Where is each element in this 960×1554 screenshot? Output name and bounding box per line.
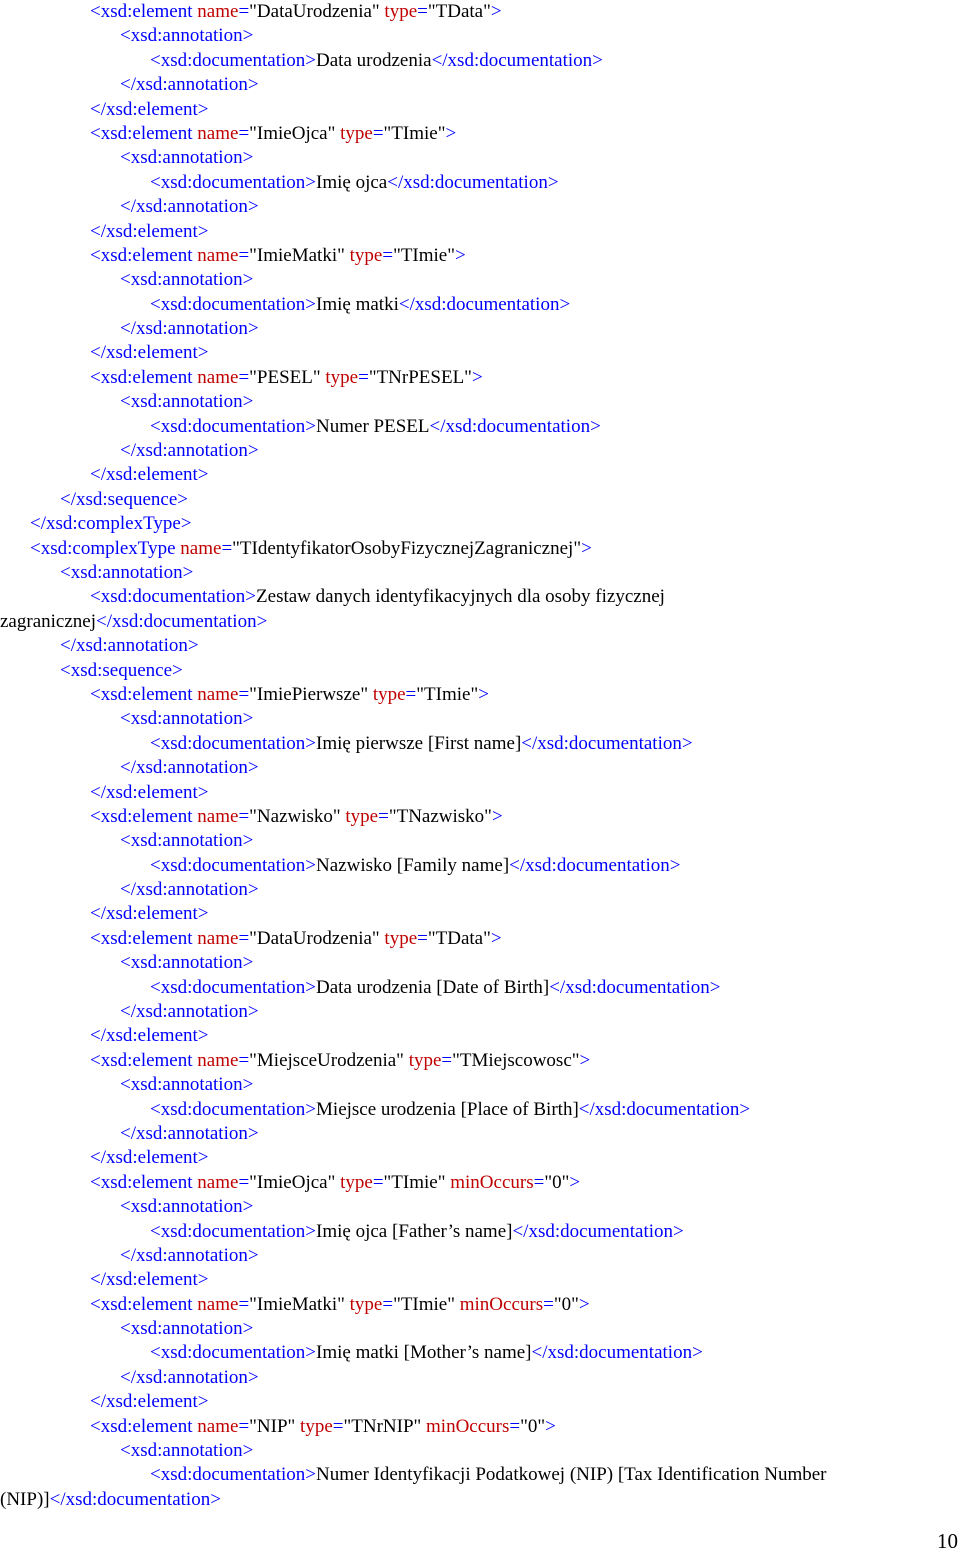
code-line [0, 1220, 960, 1244]
code-line [0, 1000, 960, 1024]
xml-tag-token: <xsd:element [90, 1415, 198, 1437]
xml-attribute-value: "DataUrodzenia" [249, 927, 385, 949]
xml-tag-token: <xsd:documentation> [150, 976, 317, 998]
xml-tag-token: <xsd:complexType [30, 537, 181, 559]
xml-tag-token: </xsd:documentation> [531, 1342, 703, 1364]
xml-attribute-value: "ImieMatki" [249, 244, 350, 266]
code-line [0, 659, 960, 683]
code-line [0, 951, 960, 975]
xml-attribute-name: name [197, 1171, 239, 1193]
xml-tag-token: = [238, 805, 250, 827]
xml-tag-token: <xsd:annotation> [120, 830, 254, 852]
code-line [0, 781, 960, 805]
xml-tag-token: </xsd:annotation> [120, 1122, 259, 1144]
xml-attribute-name: type [300, 1415, 333, 1437]
xml-tag-token: </xsd:element> [90, 220, 209, 242]
code-line [0, 1341, 960, 1365]
xml-tag-token: <xsd:element [90, 1171, 198, 1193]
xml-attribute-value: "0" [520, 1415, 546, 1437]
code-line [0, 1268, 960, 1292]
code-line [0, 585, 960, 609]
documentation-text: Zestaw danych identyfikacyjnych dla osoby fizycznej [256, 586, 665, 608]
xml-tag-token: = [382, 1293, 394, 1315]
xml-attribute-name: name [197, 927, 239, 949]
code-line [0, 1024, 960, 1048]
code-line [0, 561, 960, 585]
xml-tag-token: = [238, 683, 250, 705]
xml-tag-token: = [533, 1171, 545, 1193]
xml-tag-token: <xsd:documentation> [150, 732, 317, 754]
xml-attribute-value: "TImie" [383, 1171, 451, 1193]
xml-attribute-value: "0" [544, 1171, 570, 1193]
code-line [0, 878, 960, 902]
xml-tag-token: </xsd:element> [90, 1269, 209, 1291]
xml-tag-token: </xsd:documentation> [49, 1488, 221, 1510]
xml-tag-token: <xsd:annotation> [120, 1440, 254, 1462]
xml-attribute-value: "ImiePierwsze" [249, 683, 373, 705]
xml-attribute-value: "TImie" [416, 683, 479, 705]
xml-attribute-name: type [345, 805, 379, 827]
xml-tag-token: > [579, 1049, 591, 1071]
code-line [0, 1439, 960, 1463]
xml-tag-token: <xsd:documentation> [150, 171, 317, 193]
xml-attribute-name: minOccurs [426, 1415, 510, 1437]
xml-tag-token: </xsd:annotation> [120, 1001, 259, 1023]
xml-tag-token: <xsd:element [90, 1049, 198, 1071]
xml-tag-token: = [405, 683, 417, 705]
xml-attribute-value: "PESEL" [249, 366, 326, 388]
xml-tag-token: </xsd:element> [90, 342, 209, 364]
xml-tag-token: </xsd:element> [90, 903, 209, 925]
xml-tag-token: = [238, 1171, 250, 1193]
xml-tag-token: </xsd:annotation> [120, 74, 259, 96]
code-line [0, 1073, 960, 1097]
xml-tag-token: <xsd:element [90, 1293, 198, 1315]
documentation-text: Nazwisko [Family name] [316, 854, 510, 876]
code-line [0, 24, 960, 48]
code-line [0, 366, 960, 390]
xml-tag-token: = [238, 1049, 250, 1071]
xml-attribute-name: name [197, 805, 239, 827]
xml-tag-token: > [581, 537, 592, 559]
documentation-text: Imię matki [Mother’s name] [316, 1342, 532, 1364]
xml-tag-token: <xsd:documentation> [150, 1098, 317, 1120]
documentation-text: Imię pierwsze [First name] [316, 732, 522, 754]
xml-tag-token: <xsd:documentation> [90, 586, 257, 608]
xml-attribute-name: name [197, 122, 239, 144]
xml-attribute-value: "TData" [427, 927, 491, 949]
code-line [0, 268, 960, 292]
xml-tag-token: <xsd:documentation> [150, 49, 317, 71]
documentation-text: Imię ojca [Father’s name] [316, 1220, 513, 1242]
code-line [0, 1366, 960, 1390]
xml-tag-token: </xsd:documentation> [509, 854, 681, 876]
xml-tag-token: </xsd:annotation> [120, 1366, 259, 1388]
code-line [0, 488, 960, 512]
code-line [0, 317, 960, 341]
code-line [0, 49, 960, 73]
code-line [0, 1390, 960, 1414]
xml-tag-token: </xsd:documentation> [387, 171, 559, 193]
xml-tag-token: <xsd:annotation> [120, 391, 254, 413]
xml-tag-token: <xsd:documentation> [150, 415, 317, 437]
code-line [0, 1488, 960, 1512]
code-line [0, 1317, 960, 1341]
xml-attribute-name: name [180, 537, 222, 559]
xml-tag-token: > [471, 366, 483, 388]
xml-tag-token: = [238, 1293, 250, 1315]
code-line [0, 683, 960, 707]
xml-tag-token: <xsd:element [90, 244, 198, 266]
xml-tag-token: <xsd:element [90, 805, 198, 827]
xml-tag-token: > [490, 1, 502, 22]
code-line [0, 927, 960, 951]
xml-attribute-name: type [340, 122, 373, 144]
xml-tag-token: > [478, 683, 489, 705]
xml-attribute-value: "DataUrodzenia" [249, 1, 385, 22]
documentation-text: Imię matki [316, 293, 399, 315]
xml-tag-token: </xsd:documentation> [398, 293, 571, 315]
code-line [0, 902, 960, 926]
code-line [0, 146, 960, 170]
xml-attribute-value: "ImieMatki" [249, 1293, 350, 1315]
xml-tag-token: = [543, 1293, 554, 1315]
code-line [0, 415, 960, 439]
xml-tag-token: </xsd:annotation> [60, 635, 199, 657]
xml-attribute-value: "TImie" [393, 244, 455, 266]
code-line [0, 1146, 960, 1170]
code-line [0, 732, 960, 756]
xml-tag-token: <xsd:annotation> [120, 147, 254, 169]
xml-tag-token: <xsd:documentation> [150, 854, 317, 876]
xml-tag-token: </xsd:documentation> [429, 415, 601, 437]
xml-attribute-value: "TNrNIP" [343, 1415, 427, 1437]
xml-tag-token: = [238, 244, 250, 266]
xml-tag-token: <xsd:annotation> [60, 561, 194, 583]
documentation-text: Imię ojca [316, 171, 388, 193]
xml-attribute-name: type [349, 244, 383, 266]
xml-attribute-value: "MiejsceUrodzenia" [249, 1049, 409, 1071]
code-line [0, 0, 960, 24]
xml-tag-token: <xsd:sequence> [60, 659, 183, 681]
xml-tag-token: </xsd:annotation> [120, 440, 259, 462]
xml-tag-token: > [545, 1415, 556, 1437]
code-line [0, 122, 960, 146]
code-line [0, 805, 960, 829]
xml-tag-token: </xsd:annotation> [120, 879, 259, 901]
code-line [0, 171, 960, 195]
documentation-text: Data urodzenia [316, 49, 432, 71]
xml-tag-token: = [358, 366, 369, 388]
xml-tag-token: <xsd:element [90, 683, 198, 705]
xml-tag-token: </xsd:sequence> [60, 488, 189, 510]
xml-attribute-name: type [384, 927, 418, 949]
xml-attribute-name: name [197, 1415, 239, 1437]
xml-attribute-name: minOccurs [459, 1293, 544, 1315]
xml-tag-token: = [238, 122, 250, 144]
xml-tag-token: > [490, 927, 502, 949]
code-line [0, 195, 960, 219]
xml-tag-token: = [509, 1415, 521, 1437]
code-line [0, 610, 960, 634]
code-line [0, 463, 960, 487]
xml-attribute-value: "Nazwisko" [249, 805, 346, 827]
xml-attribute-name: type [340, 1171, 373, 1193]
xml-tag-token: </xsd:annotation> [120, 196, 259, 218]
xml-tag-token: <xsd:documentation> [150, 293, 317, 315]
documentation-text: Miejsce urodzenia [Place of Birth] [316, 1098, 579, 1120]
code-line [0, 634, 960, 658]
xml-attribute-name: name [197, 1049, 239, 1071]
xml-attribute-value: "TImie" [383, 122, 446, 144]
xml-attribute-name: name [197, 1, 239, 22]
xml-tag-token: <xsd:annotation> [120, 952, 254, 974]
xml-tag-token: </xsd:annotation> [120, 757, 259, 779]
xml-tag-token: = [378, 805, 389, 827]
code-line [0, 293, 960, 317]
xml-attribute-name: name [197, 366, 239, 388]
xml-attribute-value: "TIdentyfikatorOsobyFizycznejZagranicznej" [232, 537, 582, 559]
xml-attribute-name: name [197, 683, 239, 705]
xml-tag-token: <xsd:element [90, 122, 198, 144]
xml-attribute-name: type [325, 366, 359, 388]
xml-tag-token: = [372, 1171, 384, 1193]
xml-attribute-value: "TImie" [393, 1293, 460, 1315]
xml-tag-token: <xsd:annotation> [120, 1318, 254, 1340]
code-line [0, 1463, 960, 1487]
xml-tag-token: <xsd:documentation> [150, 1342, 317, 1364]
xml-tag-token: = [382, 244, 394, 266]
xml-tag-token: </xsd:element> [90, 781, 209, 803]
code-line [0, 1171, 960, 1195]
xml-attribute-name: name [197, 1293, 239, 1315]
code-line [0, 98, 960, 122]
xml-tag-token: = [238, 366, 250, 388]
code-line [0, 73, 960, 97]
xml-tag-token: <xsd:annotation> [120, 269, 254, 291]
xml-tag-token: > [578, 1293, 590, 1315]
code-line [0, 341, 960, 365]
xml-tag-token: <xsd:documentation> [150, 1464, 317, 1486]
xml-tag-token: </xsd:documentation> [521, 732, 693, 754]
documentation-text: (NIP)] [0, 1488, 50, 1510]
xml-attribute-value: "ImieOjca" [249, 122, 341, 144]
xml-tag-token: = [221, 537, 233, 559]
xml-tag-token: > [445, 122, 457, 144]
xml-attribute-value: "TData" [427, 1, 491, 22]
code-line [0, 512, 960, 536]
code-line [0, 976, 960, 1000]
xml-tag-token: </xsd:element> [90, 1147, 209, 1169]
xml-tag-token: <xsd:annotation> [120, 1074, 254, 1096]
xml-tag-token: = [238, 1, 250, 22]
xml-tag-token: </xsd:complexType> [30, 513, 192, 535]
xml-tag-token: = [417, 1, 428, 22]
xml-attribute-name: type [384, 1, 418, 22]
xml-tag-token: </xsd:documentation> [431, 49, 603, 71]
xml-tag-token: = [441, 1049, 453, 1071]
xml-tag-token: </xsd:element> [90, 98, 209, 120]
code-line [0, 390, 960, 414]
code-line [0, 707, 960, 731]
xml-attribute-value: "NIP" [249, 1415, 301, 1437]
xml-attribute-name: type [349, 1293, 383, 1315]
xml-tag-token: <xsd:annotation> [120, 1196, 254, 1218]
xml-tag-token: <xsd:element [90, 1, 198, 22]
code-line [0, 829, 960, 853]
xml-tag-token: <xsd:documentation> [150, 1220, 317, 1242]
code-line [0, 1293, 960, 1317]
xml-tag-token: <xsd:annotation> [120, 25, 254, 47]
xml-attribute-name: type [372, 683, 406, 705]
xml-attribute-value: "TNrPESEL" [368, 366, 472, 388]
xml-tag-token: </xsd:element> [90, 464, 209, 486]
xml-tag-token: </xsd:element> [90, 1025, 209, 1047]
xml-tag-token: <xsd:element [90, 366, 198, 388]
code-line [0, 1122, 960, 1146]
xml-tag-token: = [332, 1415, 344, 1437]
code-line [0, 1098, 960, 1122]
xml-tag-token: </xsd:documentation> [578, 1098, 751, 1120]
xml-tag-token: <xsd:annotation> [120, 708, 254, 730]
xml-tag-token: </xsd:documentation> [95, 610, 268, 632]
xml-attribute-value: "TMiejscowosc" [452, 1049, 580, 1071]
code-line [0, 756, 960, 780]
xml-attribute-value: "ImieOjca" [249, 1171, 341, 1193]
xml-tag-token: = [417, 927, 428, 949]
code-line [0, 220, 960, 244]
xml-tag-token: </xsd:documentation> [549, 976, 721, 998]
xml-tag-token: <xsd:element [90, 927, 198, 949]
xml-tag-token: = [372, 122, 384, 144]
xml-tag-token: = [238, 927, 250, 949]
documentation-text: Data urodzenia [Date of Birth] [316, 976, 550, 998]
documentation-text: Numer Identyfikacji Podatkowej (NIP) [Tax Identification Number [316, 1464, 827, 1486]
code-line [0, 1415, 960, 1439]
xml-attribute-name: minOccurs [450, 1171, 534, 1193]
xml-attribute-name: type [408, 1049, 442, 1071]
code-line [0, 854, 960, 878]
code-line [0, 244, 960, 268]
xml-attribute-value: "TNazwisko" [388, 805, 492, 827]
xml-tag-token: = [238, 1415, 250, 1437]
xml-tag-token: > [491, 805, 503, 827]
xml-tag-token: </xsd:annotation> [120, 318, 259, 340]
xml-tag-token: </xsd:documentation> [512, 1220, 684, 1242]
xml-tag-token: </xsd:annotation> [120, 1244, 259, 1266]
code-line [0, 537, 960, 561]
code-line [0, 439, 960, 463]
code-line [0, 1049, 960, 1073]
xml-tag-token: </xsd:element> [90, 1391, 209, 1413]
documentation-text: Numer PESEL [316, 415, 430, 437]
xml-attribute-value: "0" [553, 1293, 579, 1315]
xml-tag-token: > [455, 244, 466, 266]
xml-tag-token: > [569, 1171, 581, 1193]
documentation-text: zagranicznej [0, 610, 96, 632]
page-number: 10 [937, 1529, 958, 1553]
xml-attribute-name: name [197, 244, 239, 266]
code-line [0, 1195, 960, 1219]
code-line [0, 1244, 960, 1268]
